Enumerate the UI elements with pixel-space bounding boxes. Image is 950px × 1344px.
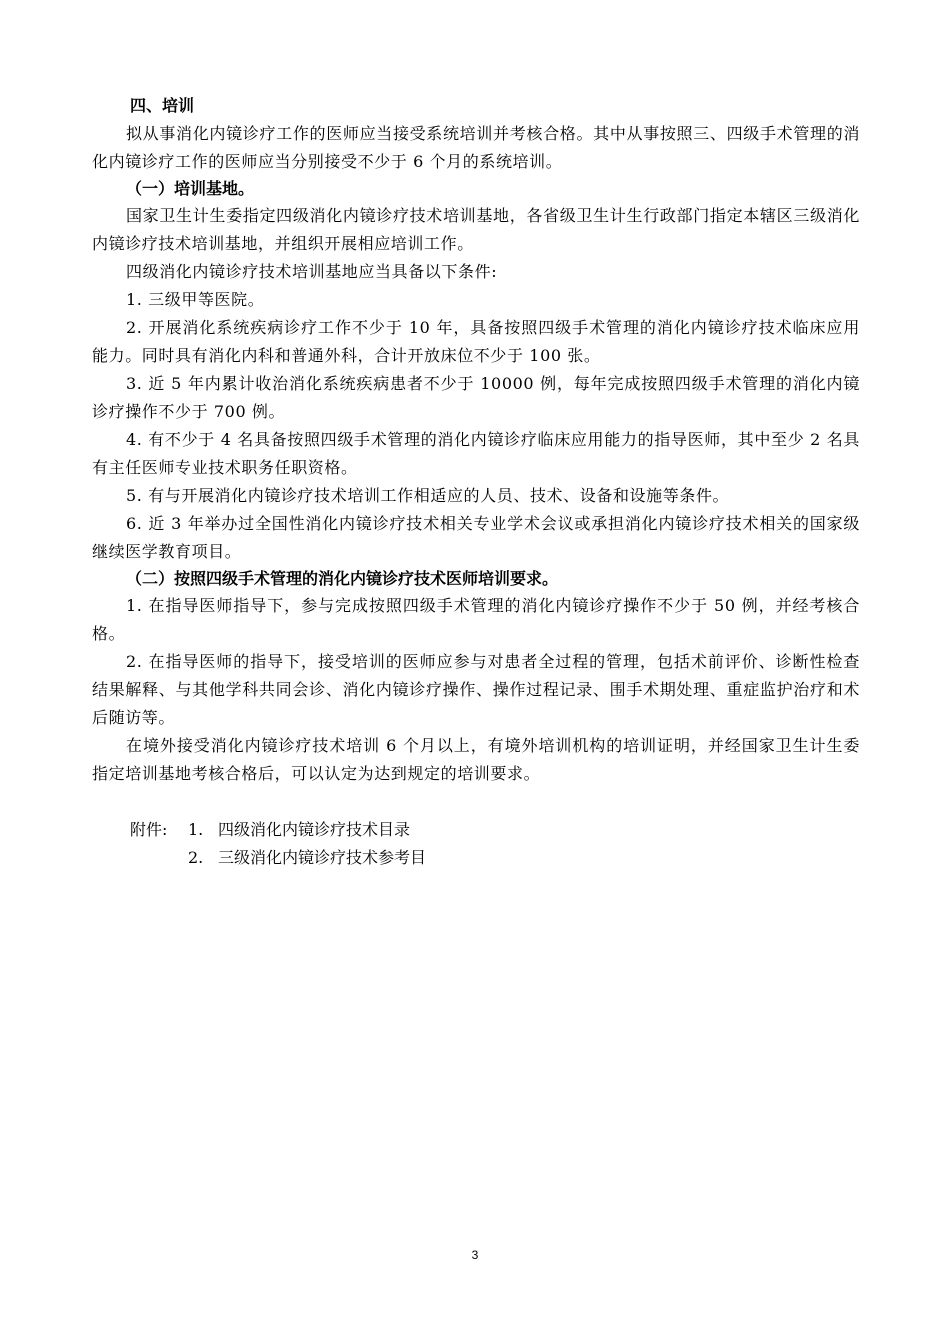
document-body <box>92 92 860 872</box>
condition-item-6: 6. 近 3 年举办过全国性消化内镜诊疗技术相关专业学术会议或承担消化内镜诊疗技术相关的国家级继续医学教育项目。 <box>92 514 860 561</box>
spacer <box>92 788 860 816</box>
condition-item-2: 2. 开展消化系统疾病诊疗工作不少于 10 年，具备按照四级手术管理的消化内镜诊疗技术临床应用能力。同时具有消化内科和普通外科，合计开放床位不少于 100 张。 <box>92 318 860 365</box>
condition-item-3: 3. 近 5 年内累计收治消化系统疾病患者不少于 10000 例，每年完成按照四级手术管理的消化内镜诊疗操作不少于 700 例。 <box>92 374 860 421</box>
attachment-indent <box>130 844 188 872</box>
attachment-label: 附件: <box>130 820 168 839</box>
intro-paragraph: 拟从事消化内镜诊疗工作的医师应当接受系统培训并考核合格。其中从事按照三、四级手术管理的消化内镜诊疗工作的医师应当分别接受不少于 6 个月的系统培训。 <box>92 124 860 171</box>
training-base-conditions-intro: 四级消化内镜诊疗技术培训基地应当具备以下条件: <box>126 262 498 281</box>
section-title: 四、培训 <box>130 96 195 115</box>
requirement-item-1: 1. 在指导医师指导下，参与完成按照四级手术管理的消化内镜诊疗操作不少于 50 例，并经考核合格。 <box>92 596 860 643</box>
attachment-line-2 <box>92 844 860 872</box>
attachment-title: 四级消化内镜诊疗技术目录 <box>218 820 411 839</box>
condition-item-1: 1. 三级甲等医院。 <box>126 290 265 309</box>
training-base-paragraph: 国家卫生计生委指定四级消化内镜诊疗技术培训基地，各省级卫生计生行政部门指定本辖区三级消化内镜诊疗技术培训基地，并组织开展相应培训工作。 <box>92 206 860 253</box>
attachment-number: 1. <box>188 820 204 839</box>
condition-item-5: 5. 有与开展消化内镜诊疗技术培训工作相适应的人员、技术、设备和设施等条件。 <box>126 486 730 505</box>
condition-item-4: 4. 有不少于 4 名具备按照四级手术管理的消化内镜诊疗临床应用能力的指导医师，其中至少 2 名具有主任医师专业技术职务任职资格。 <box>92 430 860 477</box>
overseas-training-paragraph: 在境外接受消化内镜诊疗技术培训 6 个月以上，有境外培训机构的培训证明，并经国家卫生计生委指定培训基地考核合格后，可以认定为达到规定的培训要求。 <box>92 736 860 783</box>
page-number: 3 <box>471 1248 479 1262</box>
attachment-number: 2. <box>188 848 204 867</box>
subsection-title-physician-training: （二）按照四级手术管理的消化内镜诊疗技术医师培训要求。 <box>126 569 559 588</box>
attachment-line-1 <box>92 816 860 844</box>
requirement-item-2: 2. 在指导医师的指导下，接受培训的医师应参与对患者全过程的管理，包括术前评价、诊断性检查结果解释、与其他学科共同会诊、消化内镜诊疗操作、操作过程记录、围手术期处理、重症监护治疗和术后随访等。 <box>92 652 860 727</box>
subsection-title-training-base: （一）培训基地。 <box>126 179 255 198</box>
attachment-title: 三级消化内镜诊疗技术参考目 <box>218 848 427 867</box>
